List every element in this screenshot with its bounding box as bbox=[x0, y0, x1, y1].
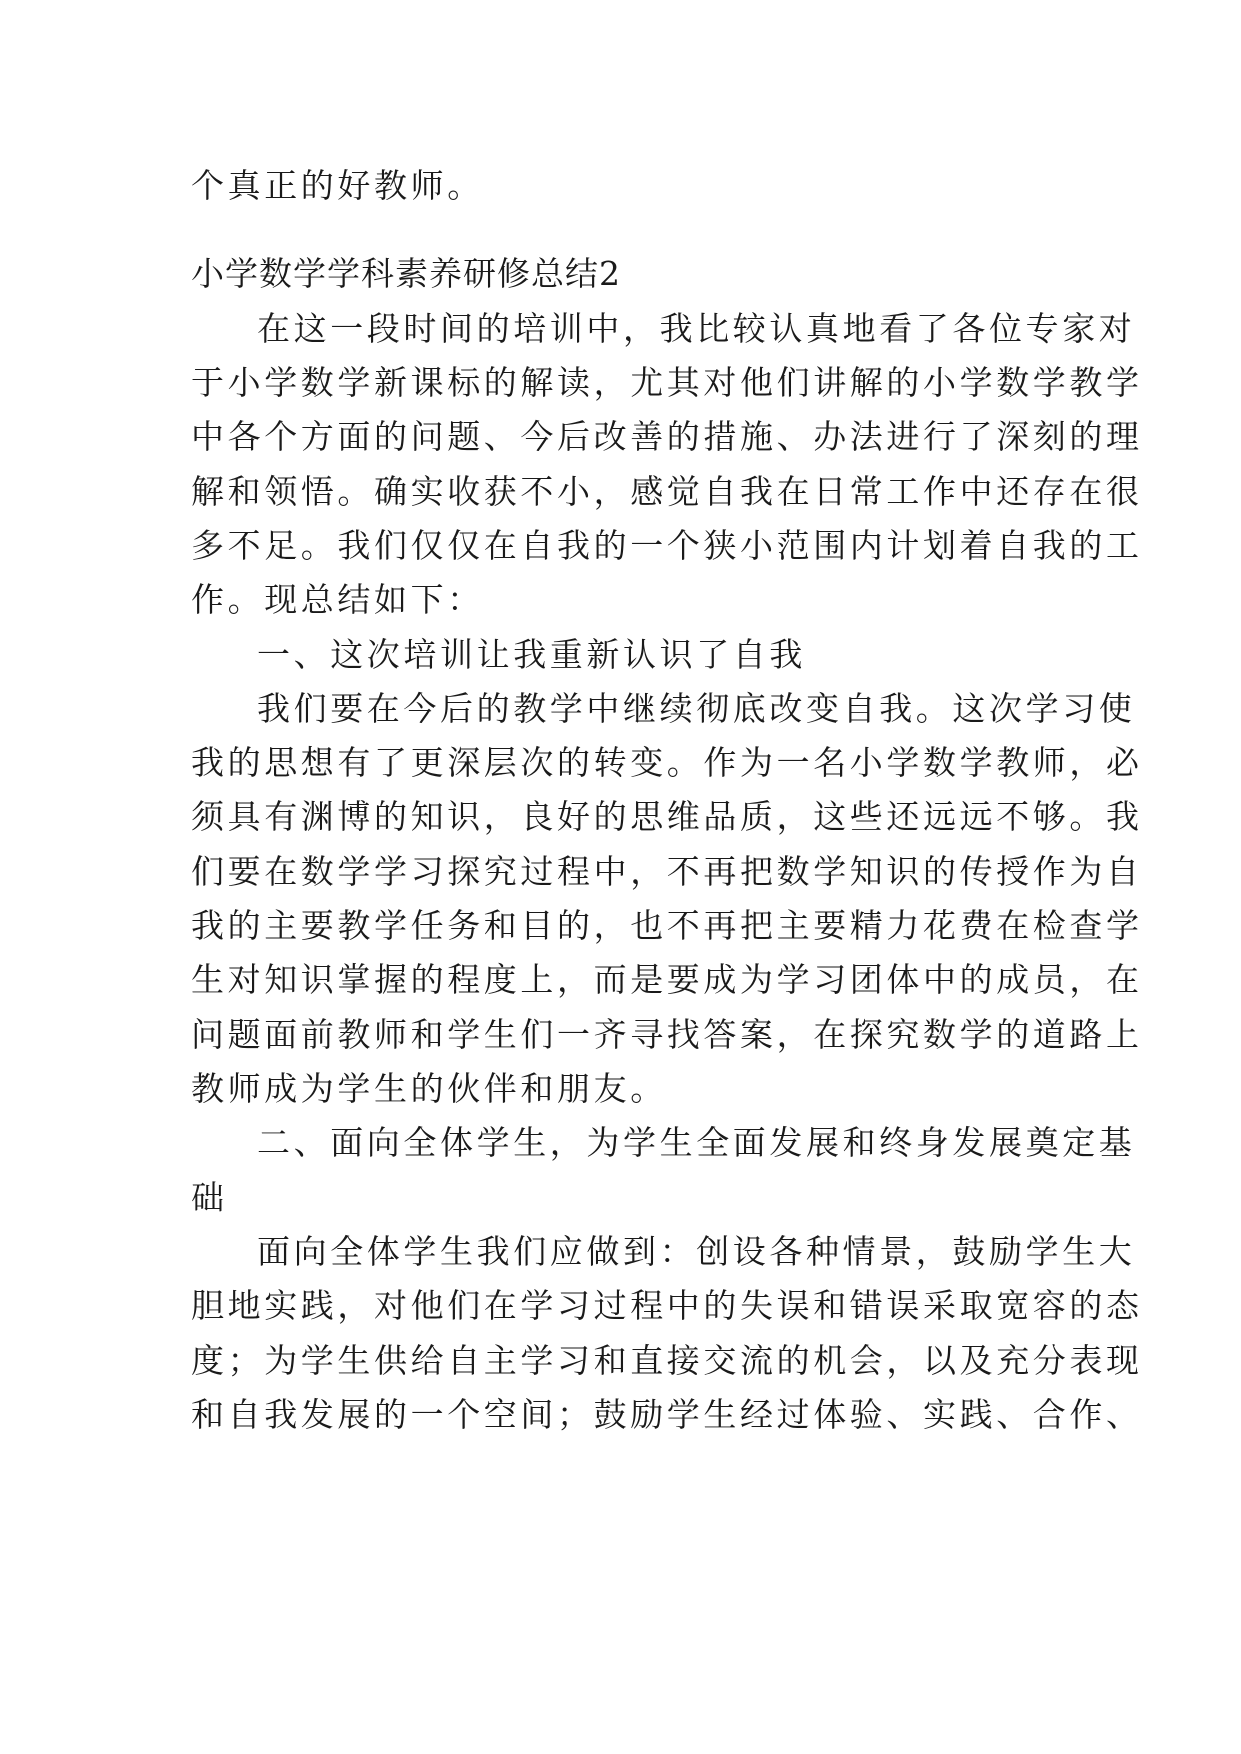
text-line: 多不足。我们仅仅在自我的一个狭小范围内计划着自我的工 bbox=[191, 526, 1143, 565]
subheading: 一、这次培训让我重新认识了自我 bbox=[257, 635, 806, 674]
subheading-continuation: 础 bbox=[191, 1178, 228, 1217]
text-line: 解和领悟。确实收获不小，感觉自我在日常工作中还存在很 bbox=[191, 472, 1143, 511]
text-line: 和自我发展的一个空间；鼓励学生经过体验、实践、合作、 bbox=[191, 1395, 1143, 1434]
text-line: 我的思想有了更深层次的转变。作为一名小学数学教师，必 bbox=[191, 743, 1143, 782]
text-line: 我们要在今后的教学中继续彻底改变自我。这次学习使 bbox=[257, 689, 1136, 728]
text-line: 我的主要教学任务和目的，也不再把主要精力花费在检查学 bbox=[191, 906, 1143, 945]
text-line: 须具有渊博的知识，良好的思维品质，这些还远远不够。我 bbox=[191, 797, 1143, 836]
text-line: 在这一段时间的培训中，我比较认真地看了各位专家对 bbox=[257, 309, 1136, 348]
text-line: 们要在数学学习探究过程中，不再把数学知识的传授作为自 bbox=[191, 852, 1143, 891]
text-line: 生对知识掌握的程度上，而是要成为学习团体中的成员，在 bbox=[191, 960, 1143, 999]
text-line: 胆地实践，对他们在学习过程中的失误和错误采取宽容的态 bbox=[191, 1286, 1143, 1325]
section-title: 小学数学学科素养研修总结2 bbox=[191, 254, 621, 293]
text-line: 中各个方面的问题、今后改善的措施、办法进行了深刻的理 bbox=[191, 417, 1143, 456]
text-line: 于小学数学新课标的解读，尤其对他们讲解的小学数学教学 bbox=[191, 363, 1143, 402]
subheading: 二、面向全体学生，为学生全面发展和终身发展奠定基 bbox=[257, 1123, 1136, 1162]
text-line: 作。现总结如下： bbox=[191, 580, 484, 619]
text-line: 教师成为学生的伙伴和朋友。 bbox=[191, 1069, 667, 1108]
text-line: 个真正的好教师。 bbox=[191, 166, 484, 205]
text-line: 问题面前教师和学生们一齐寻找答案，在探究数学的道路上 bbox=[191, 1015, 1143, 1054]
text-line: 面向全体学生我们应做到：创设各种情景，鼓励学生大 bbox=[257, 1232, 1136, 1271]
text-line: 度；为学生供给自主学习和直接交流的机会，以及充分表现 bbox=[191, 1341, 1143, 1380]
